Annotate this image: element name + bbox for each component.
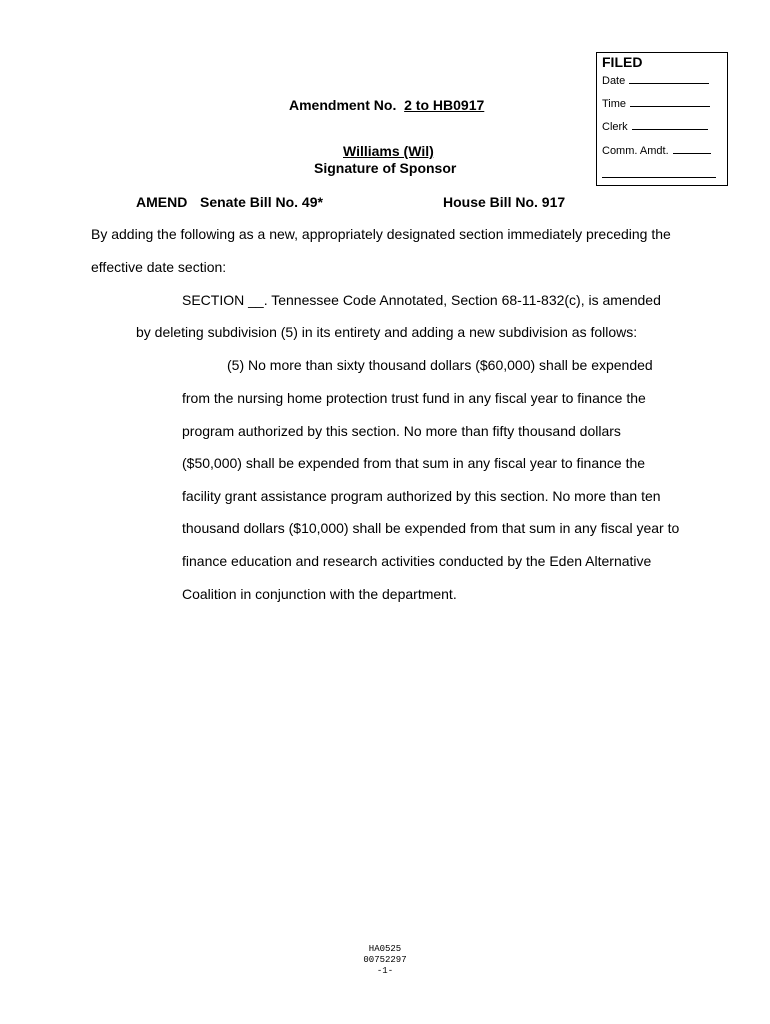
subdivision-line: thousand dollars ($10,000) shall be expended from that sum in any fiscal year to <box>182 520 680 536</box>
subdivision-line: from the nursing home protection trust fund in any fiscal year to finance the <box>182 390 646 406</box>
sponsor-name: Williams (Wil) <box>343 143 434 159</box>
subdivision-line: ($50,000) shall be expended from that sum in any fiscal year to finance the <box>182 455 646 471</box>
filed-blank-row <box>602 167 716 181</box>
filed-title: FILED <box>602 54 643 70</box>
footer <box>335 944 435 977</box>
sponsor-caption: Signature of Sponsor <box>314 160 457 176</box>
filed-time-label: Time <box>602 98 627 110</box>
filed-time-row <box>602 96 710 110</box>
subdivision-line: program authorized by this section. No more than fifty thousand dollars <box>182 423 621 439</box>
amend-label: AMEND <box>136 194 188 210</box>
filed-box <box>596 52 728 186</box>
amendment-prefix: Amendment No. <box>289 97 397 113</box>
filed-comm-row <box>602 143 711 157</box>
footer-number: 00752297 <box>363 955 407 965</box>
filed-clerk-label: Clerk <box>602 121 628 133</box>
subdivision-line: finance education and research activities conducted by the Eden Alternative <box>182 553 652 569</box>
filed-clerk-row <box>602 119 708 133</box>
filed-blank-line <box>602 167 716 178</box>
filed-clerk-line <box>632 119 708 130</box>
section-line-1: SECTION __. Tennessee Code Annotated, Section 68-11-832(c), is amended <box>182 292 661 308</box>
amendment-title <box>289 97 484 113</box>
intro-line-1: By adding the following as a new, appropriately designated section immediately preceding the <box>91 226 671 242</box>
section-line-2: by deleting subdivision (5) in its entirety and adding a new subdivision as follows: <box>136 324 638 340</box>
intro-line-2: effective date section: <box>91 259 227 275</box>
filed-date-label: Date <box>602 75 626 87</box>
filed-comm-line <box>673 143 711 154</box>
subdivision-line: Coalition in conjunction with the department. <box>182 586 457 602</box>
amendment-number: 2 to HB0917 <box>404 97 485 113</box>
filed-date-line <box>629 73 709 84</box>
footer-page-number: -1- <box>376 966 394 976</box>
footer-code: HA0525 <box>368 944 402 954</box>
senate-bill: Senate Bill No. 49* <box>200 194 323 210</box>
filed-date-row <box>602 73 709 87</box>
subdivision-line: facility grant assistance program authorized by this section. No more than ten <box>182 488 661 504</box>
subdivision-line: (5) No more than sixty thousand dollars ($60,000) shall be expended <box>227 357 653 373</box>
filed-comm-label: Comm. Amdt. <box>602 145 669 157</box>
filed-time-line <box>630 96 710 107</box>
house-bill: House Bill No. 917 <box>443 194 566 210</box>
